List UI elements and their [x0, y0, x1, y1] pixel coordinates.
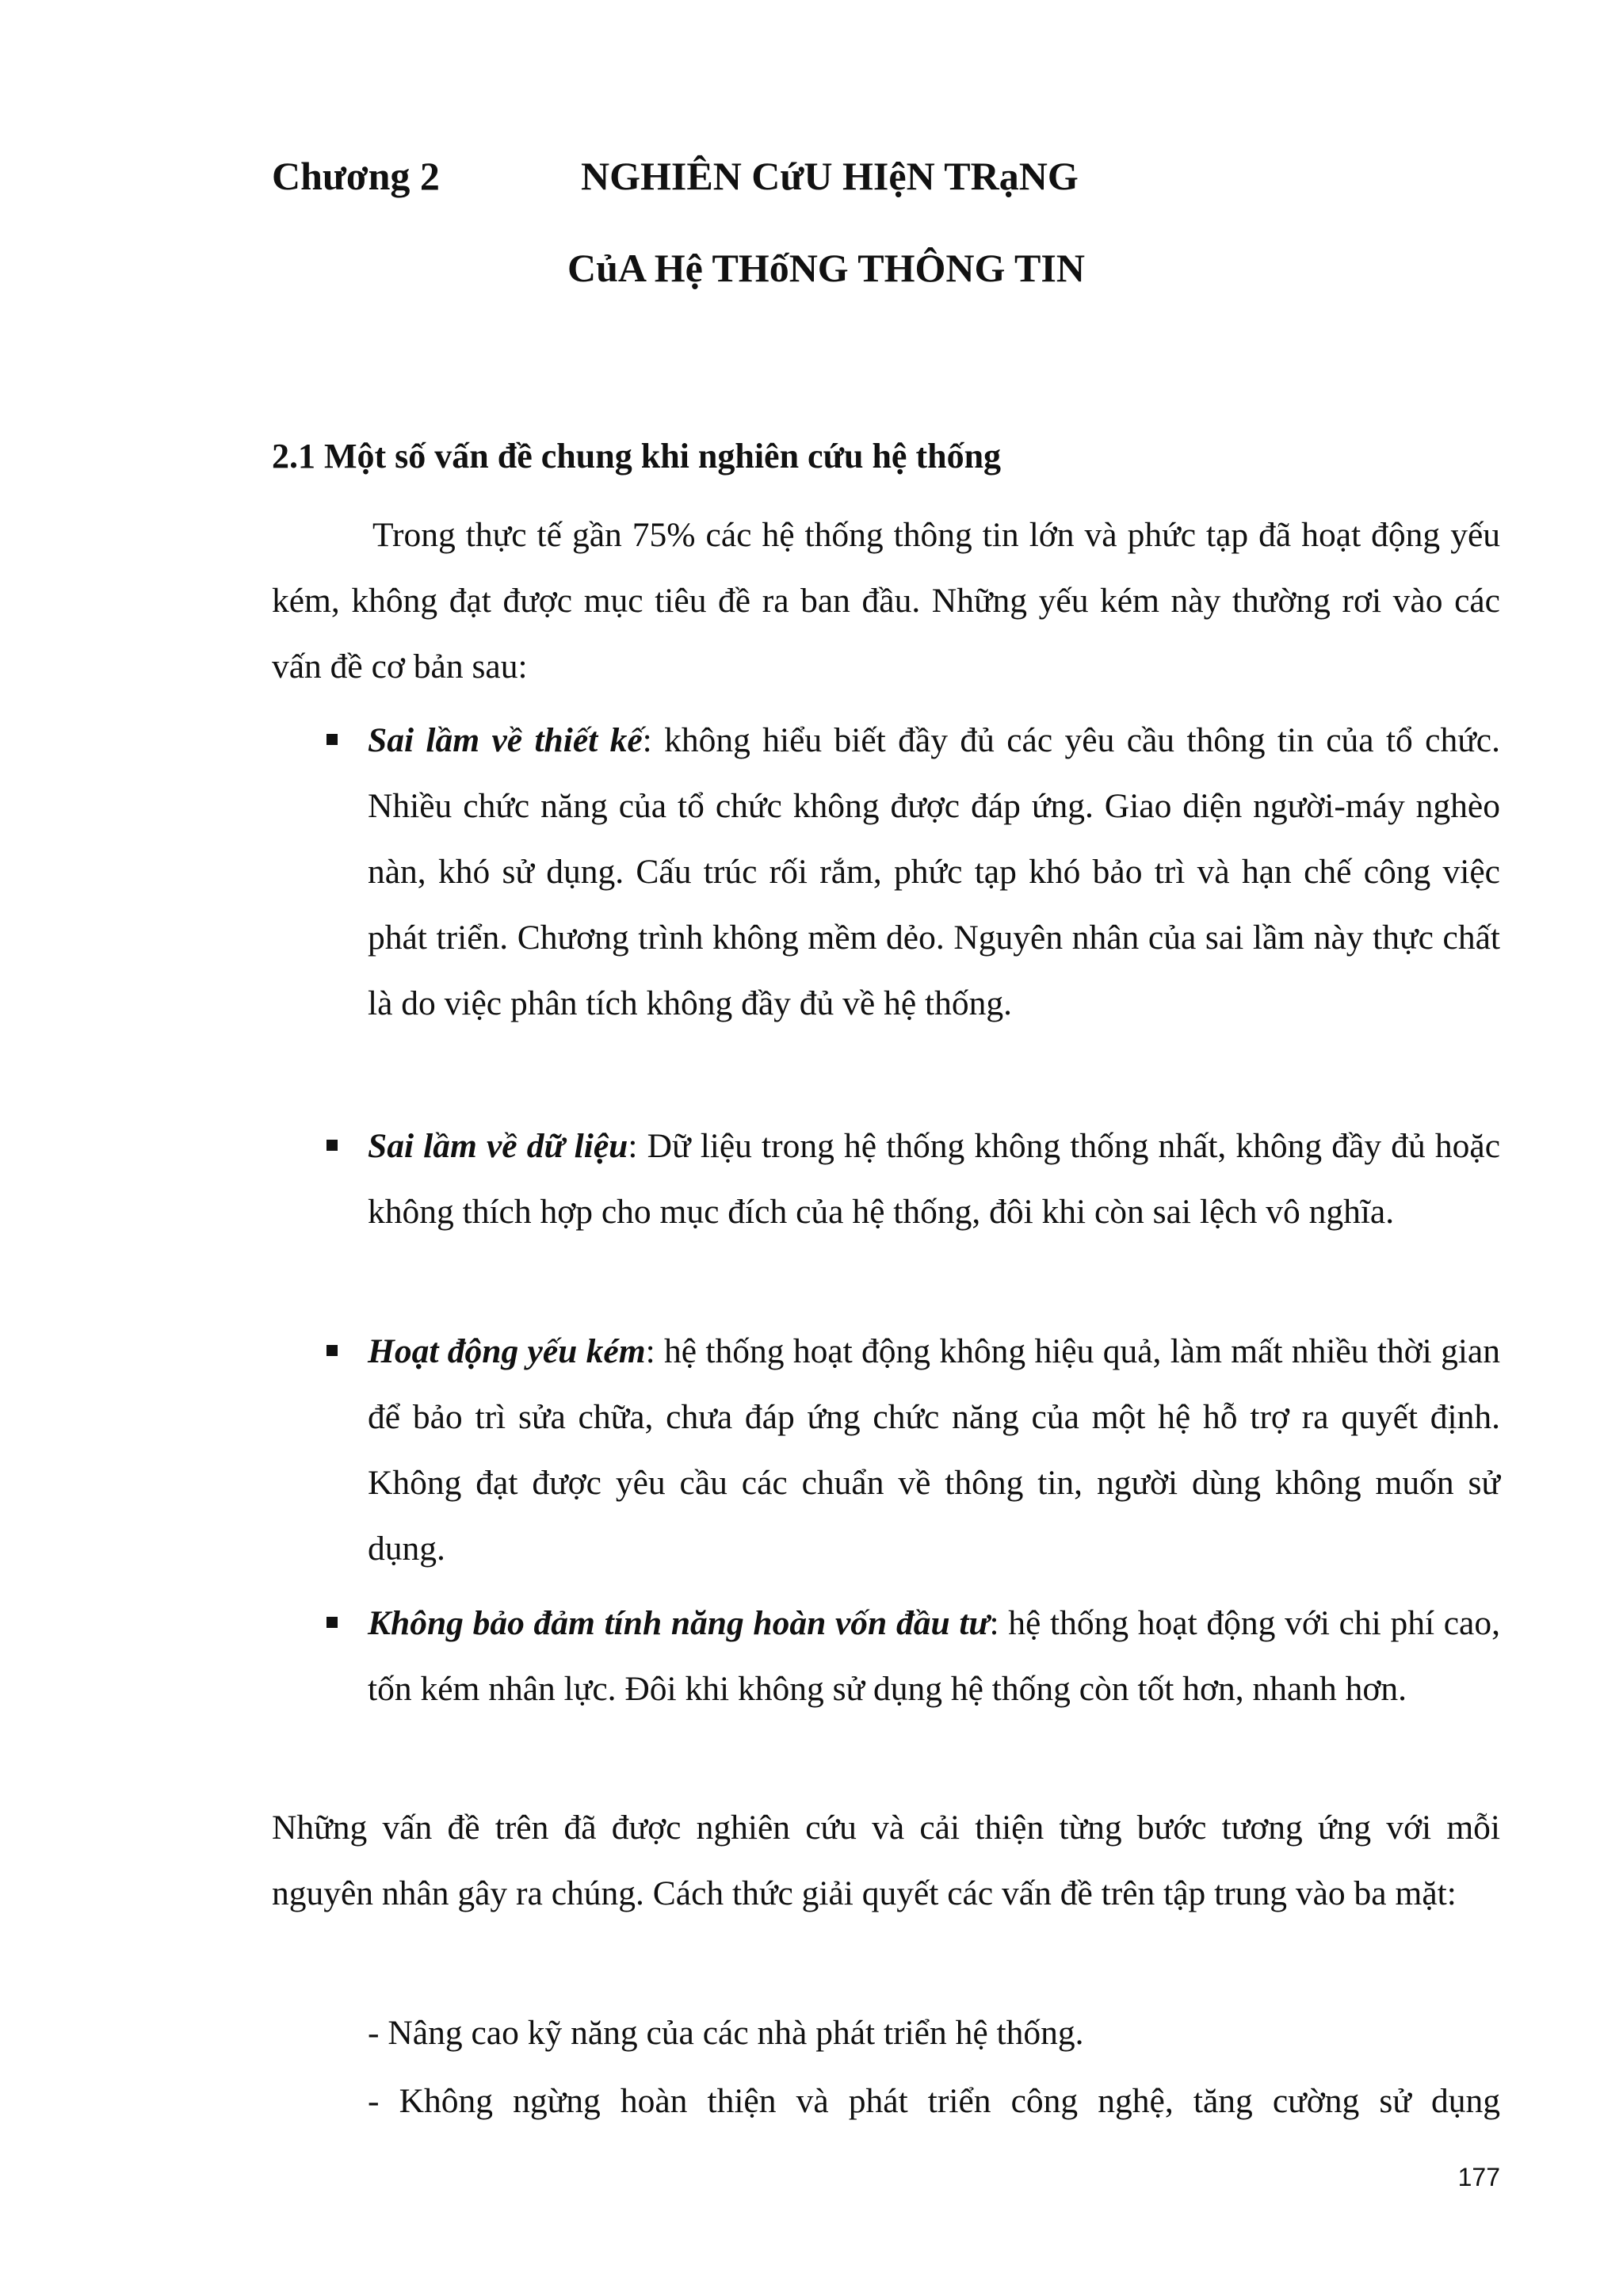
square-bullet-icon [327, 734, 338, 745]
conclusion-paragraph: Những vấn đề trên đã được nghiên cứu và cải thiện từng bước tương ứng với mỗi nguyên nhân gây ra chúng. Cách thức giải quyết các vấn đề trên tập trung vào ba mặt: [272, 1809, 1500, 1912]
bullet-term: Sai lầm về thiết kế [368, 721, 643, 759]
bullet-text: : hệ thống hoạt động không hiệu quả, làm mất nhiều thời gian để bảo trì sửa chữa, chưa đáp ứng chức năng của một hệ hỗ trợ ra quyết định. Không đạt được yêu cầu các chuẩn về thông tin, người dùng không muốn sử dụng. [368, 1332, 1500, 1568]
square-bullet-icon [327, 1617, 338, 1628]
square-bullet-icon [327, 1140, 338, 1151]
list-item [368, 1319, 1500, 1582]
bullet-text: : không hiểu biết đầy đủ các yêu cầu thông tin của tổ chức. Nhiều chức năng của tổ chức không được đáp ứng. Giao diện người-máy nghèo nàn, khó sử dụng. Cấu trúc rối rắm, phức tạp khó bảo trì và hạn chế công việc phát triển. Chương trình không mềm dẻo. Nguyên nhân của sai lầm này thực chất là do việc phân tích không đầy đủ về hệ thống. [368, 721, 1500, 1022]
chapter-title-line2: CủA Hệ THốNG THÔNG TIN [567, 246, 1085, 290]
bullet-text: : Dữ liệu trong hệ thống không thống nhất, không đầy đủ hoặc không thích hợp cho mục đích của hệ thống, đôi khi còn sai lệch vô nghĩa. [368, 1127, 1500, 1231]
dash-list-item: - Nâng cao kỹ năng của các nhà phát triển hệ thống. [368, 2014, 1084, 2052]
chapter-label: Chương 2 [272, 154, 440, 198]
bullet-term: Không bảo đảm tính năng hoàn vốn đầu tư [368, 1604, 990, 1642]
dash-list-item: - Không ngừng hoàn thiện và phát triển công nghệ, tăng cường sử dụng [368, 2082, 1500, 2120]
list-item [368, 708, 1500, 1037]
page-number: 177 [1457, 2163, 1500, 2191]
square-bullet-icon [327, 1345, 338, 1356]
bullet-term: Hoạt động yếu kém [368, 1332, 646, 1370]
bullet-text: : hệ thống hoạt động với chi phí cao, tốn kém nhân lực. Đôi khi không sử dụng hệ thống còn tốt hơn, nhanh hơn. [368, 1604, 1500, 1708]
section-heading: 2.1 Một số vấn đề chung khi nghiên cứu hệ thống [272, 437, 1002, 476]
bullet-term: Sai lầm về dữ liệu [368, 1127, 628, 1165]
intro-paragraph: Trong thực tế gần 75% các hệ thống thông tin lớn và phức tạp đã hoạt động yếu kém, không đạt được mục tiêu đề ra ban đầu. Những yếu kém này thường rơi vào các vấn đề cơ bản sau: [272, 516, 1500, 686]
list-item [368, 1114, 1500, 1245]
list-item [368, 1591, 1500, 1722]
chapter-title-line1: NGHIÊN CứU HIệN TRạNG [581, 154, 1079, 198]
